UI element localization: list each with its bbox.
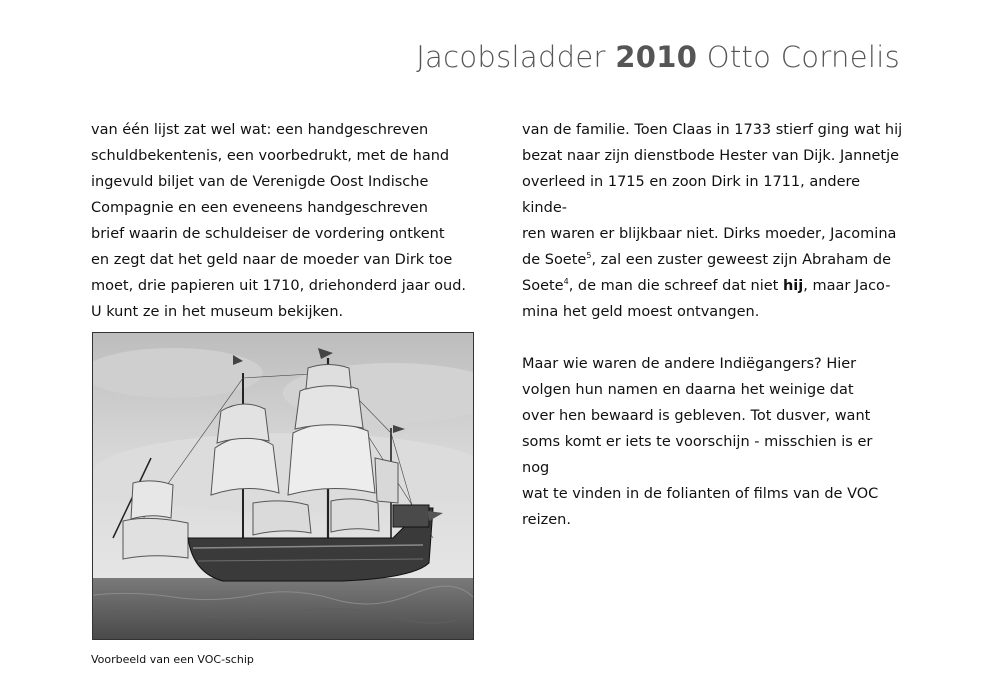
right-line: volgen hun namen en daarna het weinige dat	[522, 382, 854, 398]
left-line: schuldbekentenis, een voorbedrukt, met de hand	[91, 148, 450, 164]
right-line: overleed in 1715 en zoon Dirk in 1711, andere kinde-	[522, 174, 861, 216]
voc-ship-photo	[92, 332, 474, 640]
page-header	[416, 40, 900, 74]
left-line: ingevuld biljet van de Verenigde Oost Indische	[91, 174, 429, 190]
left-line: van één lijst zat wel wat: een handgeschreven	[91, 122, 429, 138]
right-line: Maar wie waren de andere Indiëgangers? Hier	[522, 356, 857, 372]
right-line: soms komt er iets te voorschijn - misschien is er nog	[522, 434, 873, 476]
photo-caption: Voorbeeld van een VOC-schip	[91, 653, 254, 666]
left-line: brief waarin de schuldeiser de vordering ontkent	[91, 226, 445, 242]
header-title: Jacobsladder	[416, 40, 606, 74]
left-line: U kunt ze in het museum bekijken.	[91, 304, 344, 320]
right-line: wat te vinden in de folianten of films van de VOC	[522, 486, 879, 502]
text-fragment: , zal een zuster geweest zijn Abraham de	[591, 252, 892, 268]
text-fragment: Soete	[522, 278, 564, 294]
left-line: Compagnie en een eveneens handgeschreven	[91, 200, 428, 216]
text-fragment: , de man die schreef dat niet	[568, 278, 779, 294]
left-column	[91, 117, 476, 325]
text-fragment: , maar Jaco-	[803, 278, 891, 294]
right-line	[522, 247, 904, 273]
left-line: moet, drie papieren uit 1710, driehonderd jaar oud.	[91, 278, 467, 294]
right-column	[522, 117, 904, 533]
footnote-ref: 4	[563, 277, 569, 287]
right-line: bezat naar zijn dienstbode Hester van Dijk. Jannetje	[522, 148, 900, 164]
right-line: ren waren er blijkbaar niet. Dirks moeder, Jacomina	[522, 226, 897, 242]
emphasis-word: hij	[782, 278, 804, 294]
text-fragment: de Soete	[522, 252, 587, 268]
right-line	[522, 273, 904, 299]
right-line: van de familie. Toen Claas in 1733 stierf ging wat hij	[522, 122, 903, 138]
right-line: reizen.	[522, 512, 571, 528]
header-year: 2010	[615, 40, 698, 74]
header-author: Otto Cornelis	[706, 40, 900, 74]
right-line: mina het geld moest ontvangen.	[522, 304, 760, 320]
left-line: en zegt dat het geld naar de moeder van Dirk toe	[91, 252, 453, 268]
footnote-ref: 5	[586, 251, 592, 261]
right-line: over hen bewaard is gebleven. Tot dusver, want	[522, 408, 871, 424]
